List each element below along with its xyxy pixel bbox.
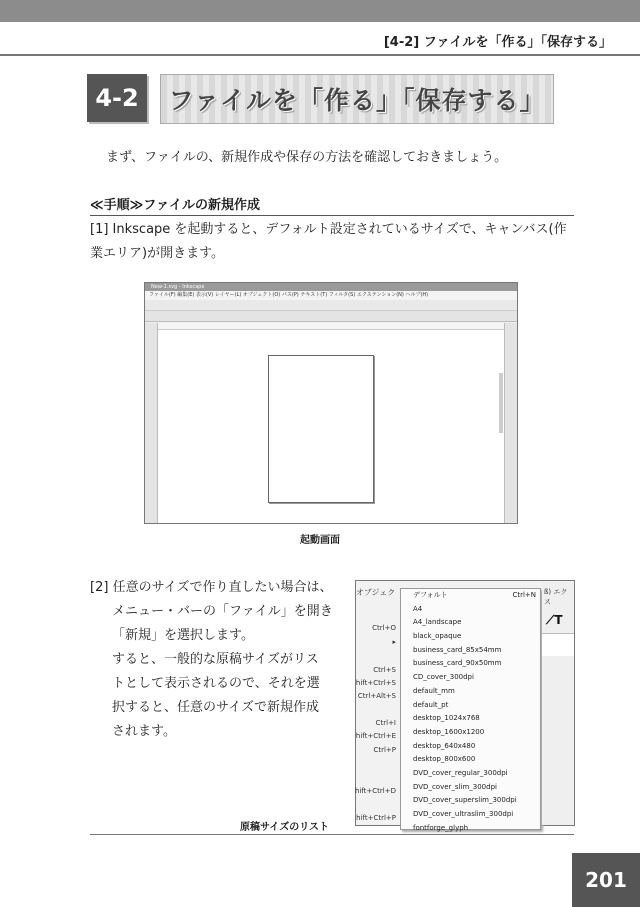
background-window <box>542 581 574 825</box>
menu-shortcut: Ctrl+Alt+S <box>357 692 396 700</box>
template-item[interactable] <box>401 630 540 644</box>
menu-shortcut: Ctrl+O <box>372 624 396 632</box>
menu-shortcut: hift+Ctrl+E <box>355 732 396 740</box>
file-menu-fragment <box>356 581 396 825</box>
tool-controls-bar <box>145 311 517 322</box>
footer-rule <box>90 834 574 835</box>
step1-text: [1] Inkscape を起動すると、デフォルト設定されているサイズで、キャンバス(作業エリア)が開きます。 <box>90 222 567 261</box>
menu-shortcut: Ctrl+I <box>375 719 396 727</box>
template-item-label: DVD_cover_regular_300dpi <box>413 768 508 777</box>
procedure-heading: ≪手順≫ファイルの新規作成 <box>90 194 574 216</box>
top-band <box>0 0 640 22</box>
template-item-label: black_opaque <box>413 632 462 641</box>
template-item[interactable] <box>401 657 540 671</box>
step2-text <box>90 576 348 744</box>
template-item[interactable] <box>401 616 540 630</box>
step2-line: トとして表示されるので、それを選 <box>112 676 320 691</box>
menu-shortcut: hift+Ctrl+D <box>354 787 396 795</box>
text-tool-icon: ⟋T <box>546 613 563 627</box>
template-item[interactable] <box>401 603 540 617</box>
ruler <box>542 633 574 656</box>
template-item-label: business_card_85x54mm <box>413 645 502 654</box>
step2-line: メニュー・バーの「ファイル」を開き <box>112 604 333 619</box>
step2-line: 「新規」を選択します。 <box>112 628 254 643</box>
header-rule <box>0 54 640 56</box>
step2-line: 択すると、任意のサイズで新規作成 <box>112 700 319 715</box>
template-item-shortcut: Ctrl+N <box>512 591 536 599</box>
intro-text: まず、ファイルの、新規作成や保存の方法を確認しておきましょう。 <box>106 150 508 165</box>
menu-fragment: ß) エクス <box>544 588 568 606</box>
template-item[interactable] <box>401 767 540 781</box>
snap-toolbar <box>504 323 517 523</box>
menu-header: オブジェク <box>356 588 396 597</box>
new-from-template-list <box>400 588 541 830</box>
template-item[interactable] <box>401 794 540 808</box>
template-item-label: desktop_640x480 <box>413 741 476 750</box>
template-item-label: DVD_cover_superslim_300dpi <box>413 796 517 805</box>
template-item-label: desktop_1024x768 <box>413 714 480 723</box>
template-item[interactable] <box>401 699 540 713</box>
menu-shortcut: hift+Ctrl+P <box>356 814 396 822</box>
step2-line: 任意のサイズで作り直したい場合は、 <box>112 580 333 595</box>
template-item-label: A4 <box>413 604 423 613</box>
template-list-screenshot <box>354 580 575 832</box>
template-item[interactable] <box>401 808 540 822</box>
page-number: 201 <box>572 853 640 907</box>
scrollbar <box>499 373 503 433</box>
menu-shortcut: ▸ <box>392 638 396 646</box>
toolbox <box>145 323 158 523</box>
template-item-label: fontforge_glyph <box>413 823 469 832</box>
step2-marker: [2] <box>90 580 109 595</box>
template-item[interactable] <box>401 685 540 699</box>
caption-template-list: 原稿サイズのリスト <box>240 822 329 833</box>
template-item[interactable] <box>401 644 540 658</box>
page-area <box>268 355 374 503</box>
section-title: ファイルを「作る」「保存する」 <box>160 74 554 124</box>
template-item-label: desktop_800x600 <box>413 755 476 764</box>
template-item[interactable] <box>401 712 540 726</box>
menu-shortcut: Ctrl+P <box>373 746 396 754</box>
template-item-label: default_pt <box>413 700 449 709</box>
command-toolbar <box>145 300 517 311</box>
template-item[interactable] <box>401 726 540 740</box>
inkscape-startup-screenshot <box>144 282 518 524</box>
section-number: 4-2 <box>87 74 147 122</box>
menu-shortcut: hift+Ctrl+S <box>355 679 396 687</box>
running-head: [4-2] ファイルを「作る」「保存する」 <box>383 35 612 50</box>
template-item-label: desktop_1600x1200 <box>413 727 485 736</box>
ruler <box>158 323 504 330</box>
menu-shortcut: Ctrl+S <box>373 666 396 674</box>
step2-line: すると、一般的な原稿サイズがリス <box>112 652 319 667</box>
template-item-label: DVD_cover_ultraslim_300dpi <box>413 810 514 818</box>
template-item-label: デフォルト <box>413 591 448 599</box>
template-item[interactable] <box>401 781 540 795</box>
template-item-label: CD_cover_300dpi <box>413 673 474 682</box>
window-title: New-1.svg - Inkscape <box>145 283 517 291</box>
template-item-label: DVD_cover_slim_300dpi <box>413 782 497 791</box>
step2-line: されます。 <box>112 724 176 739</box>
template-item[interactable] <box>401 753 540 767</box>
menu-bar: ファイル(F) 編集(E) 表示(V) レイヤー(L) オブジェクト(O) パス(P) テキスト(T) フィルタ(S) エクステンション(N) ヘルプ(H) <box>145 291 517 300</box>
template-item[interactable] <box>401 589 540 603</box>
template-item-label: business_card_90x50mm <box>413 659 502 668</box>
caption-startup: 起動画面 <box>300 535 340 546</box>
template-item[interactable] <box>401 671 540 685</box>
template-item-label: default_mm <box>413 686 455 695</box>
template-item[interactable] <box>401 740 540 754</box>
template-item-label: A4_landscape <box>413 618 462 627</box>
